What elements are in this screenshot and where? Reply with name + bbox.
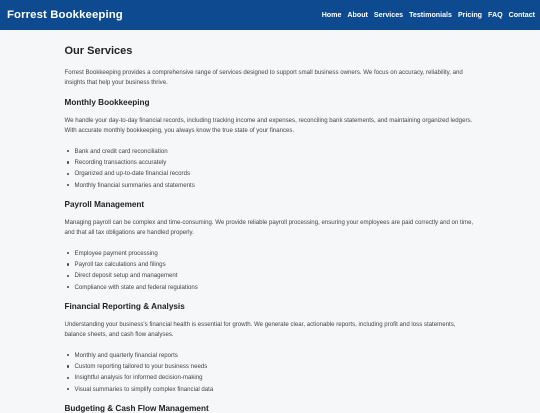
nav-link-services[interactable]: Services	[373, 11, 404, 19]
section-heading: Financial Reporting & Analysis	[64, 301, 185, 311]
section-financial-reporting	[65, 302, 476, 395]
nav-link-home[interactable]: Home	[321, 11, 342, 19]
section-paragraph: We handle your day-to-day financial records, including tracking income and expenses, reconciling bank statements, and maintaining organized ledgers. With accurate monthly bookkeeping, you always know the true state of your finances.	[64, 116, 473, 135]
service-list	[65, 350, 476, 395]
list-item: Insightful analysis for informed decision-making	[74, 372, 476, 383]
main-content	[0, 30, 540, 413]
section-budgeting-cash-flow	[65, 404, 476, 413]
list-item: Custom reporting tailored to your business needs	[74, 361, 476, 372]
service-list	[65, 146, 476, 191]
content-container	[65, 30, 476, 413]
list-item: Monthly and quarterly financial reports	[74, 350, 476, 361]
service-list	[65, 248, 476, 293]
list-item: Monthly financial summaries and statements	[74, 180, 476, 191]
list-item: Payroll tax calculations and filings	[74, 259, 476, 270]
list-item: Visual summaries to simplify complex financial data	[74, 384, 476, 395]
nav-link-about[interactable]: About	[347, 11, 368, 19]
list-item: Direct deposit setup and management	[74, 270, 476, 281]
top-navbar	[0, 0, 540, 30]
nav-link-faq[interactable]: FAQ	[488, 11, 503, 19]
brand-logo-link[interactable]: Forrest Bookkeeping	[7, 9, 123, 21]
nav-link-testimonials[interactable]: Testimonials	[409, 11, 452, 19]
list-item: Compliance with state and federal regulations	[74, 282, 476, 293]
section-heading: Payroll Management	[64, 199, 145, 209]
nav-link-contact[interactable]: Contact	[508, 11, 535, 19]
section-heading: Monthly Bookkeeping	[64, 97, 150, 107]
list-item: Recording transactions accurately	[74, 157, 476, 168]
main-nav	[322, 11, 535, 19]
list-item: Organized and up-to-date financial records	[74, 168, 476, 179]
section-payroll-management	[65, 200, 476, 293]
section-paragraph: Understanding your business's financial health is essential for growth. We generate clear, actionable reports, including profit and loss statements, balance sheets, and cash flow analyses.	[64, 320, 456, 339]
section-heading: Budgeting & Cash Flow Management	[64, 403, 209, 413]
page-title: Our Services	[64, 45, 133, 57]
list-item: Bank and credit card reconciliation	[74, 146, 476, 157]
section-monthly-bookkeeping	[65, 98, 476, 191]
section-paragraph: Managing payroll can be complex and time-consuming. We provide reliable payroll processing, ensuring your employees are paid correctly and on time, and that all tax obligations are handled properly.	[64, 218, 474, 237]
nav-link-pricing[interactable]: Pricing	[457, 11, 482, 19]
list-item: Employee payment processing	[74, 248, 476, 259]
intro-paragraph: Forrest Bookkeeping provides a comprehensive range of services designed to support small business owners. We focus on accuracy, reliability, and insights that help your business thrive.	[64, 69, 463, 87]
